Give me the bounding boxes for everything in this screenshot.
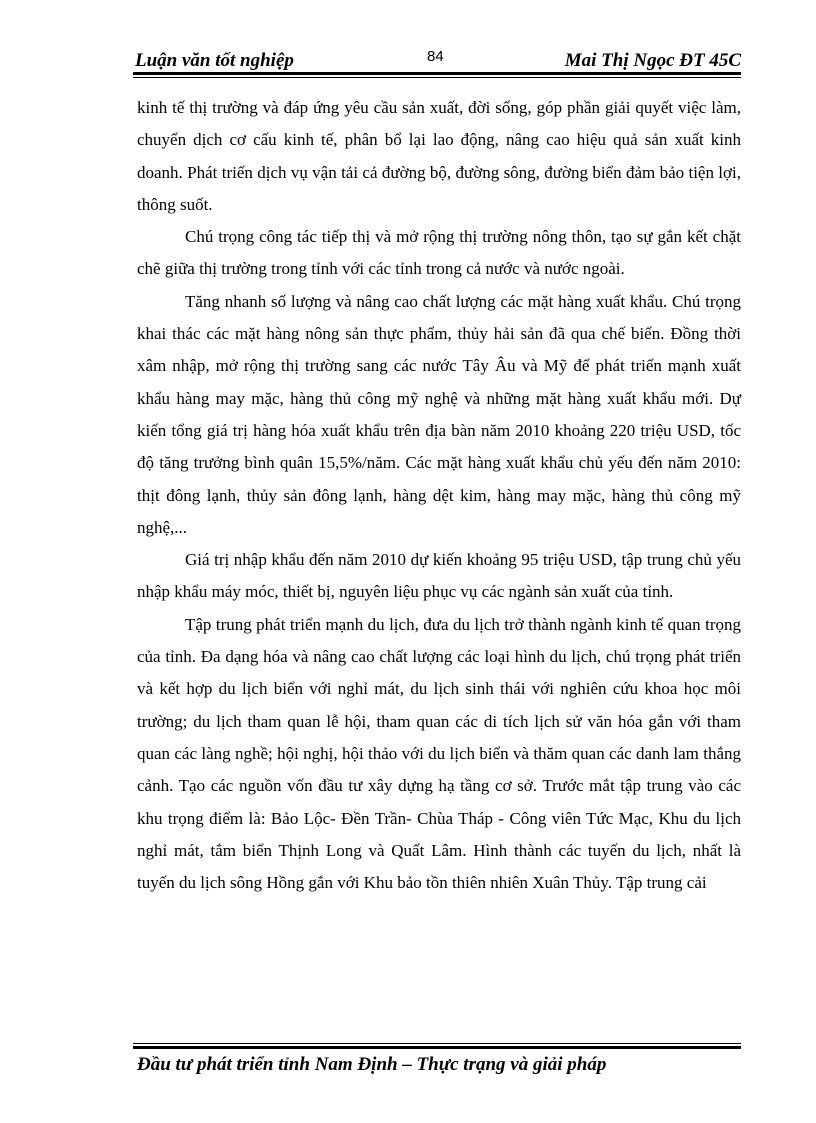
paragraph-1: kinh tế thị trường và đáp ứng yêu cầu sản xuất, đời sống, góp phần giải quyết việc làm, chuyển dịch cơ cấu kinh tế, phân bổ lại lao động, nâng cao hiệu quả sản xuất kinh doanh. Phát triển dịch vụ vận tải cả đường bộ, đường sông, đường biển đảm bảo tiện lợi, thông suốt. bbox=[137, 98, 741, 214]
header-author: Mai Thị Ngọc ĐT 45C bbox=[564, 50, 741, 71]
paragraph-3: Tăng nhanh số lượng và nâng cao chất lượng các mặt hàng xuất khẩu. Chú trọng khai thác các mặt hàng nông sản thực phẩm, thủy hải sản đã qua chế biến. Đồng thời xâm nhập, mở rộng thị trường sang các nước Tây Âu và Mỹ để phát triển mạnh xuất khẩu hàng may mặc, hàng thủ công mỹ nghệ và những mặt hàng xuất khẩu mới. Dự kiến tổng giá trị hàng hóa xuất khẩu trên địa bàn năm 2010 khoảng 220 triệu USD, tốc độ tăng trưởng bình quân 15,5%/năm. Các mặt hàng xuất khẩu chủ yếu đến năm 2010: thịt đông lạnh, thủy sản đông lạnh, hàng dệt kim, hàng may mặc, hàng thủ công mỹ nghệ,... bbox=[137, 291, 741, 537]
footer-rule bbox=[133, 1043, 741, 1049]
header-rule bbox=[133, 72, 741, 78]
body-text bbox=[137, 92, 741, 899]
page-footer: Đầu tư phát triển tỉnh Nam Định – Thực trạng và giải pháp bbox=[137, 1054, 607, 1075]
page-number: 84 bbox=[427, 48, 444, 65]
paragraph-5: Tập trung phát triển mạnh du lịch, đưa du lịch trở thành ngành kinh tế quan trọng của tỉnh. Đa dạng hóa và nâng cao chất lượng các loại hình du lịch, chú trọng phát triển và kết hợp du lịch biển với nghỉ mát, du lịch sinh thái với nghiên cứu khoa học môi trường; du lịch tham quan lễ hội, tham quan các di tích lịch sử văn hóa gắn với tham quan các làng nghề; hội nghị, hội thảo với du lịch biển và thăm quan các danh lam thắng cảnh. Tạo các nguồn vốn đầu tư xây dựng hạ tầng cơ sở. Trước mắt tập trung vào các khu trọng điểm là: Bảo Lộc- Đền Trần- Chùa Tháp - Công viên Tức Mạc, Khu du lịch nghỉ mát, tắm biển Thịnh Long và Quất Lâm. Hình thành các tuyến du lịch, nhất là tuyến du lịch sông Hồng gắn với Khu bảo tồn thiên nhiên Xuân Thủy. Tập trung cải bbox=[137, 614, 741, 893]
paragraph-2: Chú trọng công tác tiếp thị và mở rộng thị trường nông thôn, tạo sự gắn kết chặt chẽ giữa thị trường trong tỉnh với các tỉnh trong cả nước và nước ngoài. bbox=[137, 227, 741, 279]
header-thesis-label: Luận văn tốt nghiệp bbox=[135, 50, 294, 71]
page-header bbox=[133, 44, 741, 74]
paragraph-4: Giá trị nhập khẩu đến năm 2010 dự kiến khoảng 95 triệu USD, tập trung chủ yếu nhập khẩu máy móc, thiết bị, nguyên liệu phục vụ các ngành sản xuất của tỉnh. bbox=[137, 550, 741, 602]
